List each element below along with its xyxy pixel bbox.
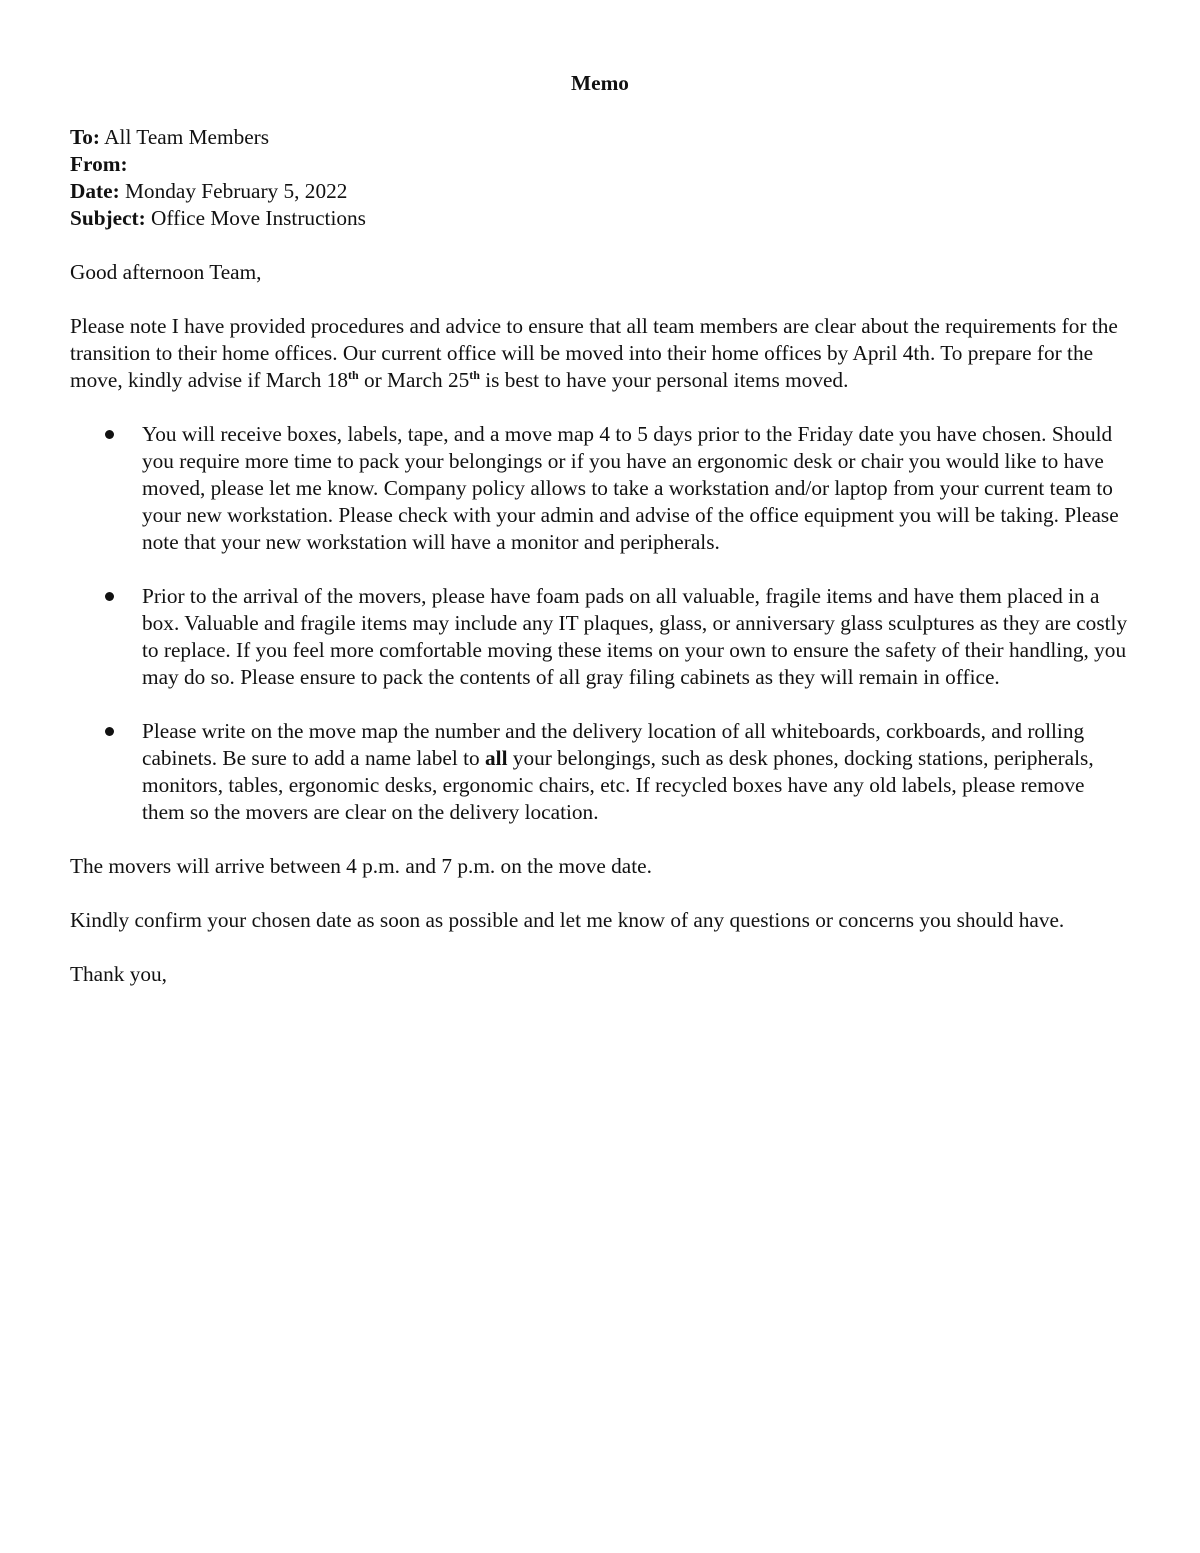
bullet-3-text-part2: your belongings, such as desk phones, docking stations, peripherals, monitors, tables, ergonomic desks, ergonomic chairs, etc. If recycled boxes have any old labels, please remove them so the movers are clear on the delivery location. [142,746,1094,824]
date-line [70,178,1130,205]
to-line [70,124,1130,151]
bullet-icon [105,430,114,439]
intro-text-part1: Please note I have provided procedures and advice to ensure that all team members are clear about the requirements for the transition to their home offices. Our current office will be moved into their home offices by April 4th. To prepare for the move, kindly advise if March 18 [70,314,1118,392]
subject-line [70,205,1130,232]
intro-text-part3: is best to have your personal items moved. [479,368,849,392]
bullet-2-text: Prior to the arrival of the movers, please have foam pads on all valuable, fragile items and have them placed in a box. Valuable and fragile items may include any IT plaques, glass, or anniversary glass sculptures as they are costly to replace. If you feel more comfortable moving these items on your own to ensure the safety of their handling, you may do so. Please ensure to pack the contents of all gray filing cabinets as they will remain in office. [142,584,1128,689]
intro-ordinal-1: th [347,367,359,382]
list-item [142,583,1130,691]
date-label: Date: [70,179,120,203]
greeting: Good afternoon Team, [70,260,262,284]
subject-value: Office Move Instructions [151,206,366,230]
intro-text-part2: or March 25 [358,368,470,392]
memo-title: Memo [571,71,629,95]
intro-paragraph [70,313,1130,394]
subject-label: Subject: [70,206,146,230]
bullet-icon [105,592,114,601]
instruction-list [70,421,1130,826]
date-value: Monday February 5, 2022 [125,179,348,203]
to-value: All Team Members [104,125,270,149]
confirm-paragraph: Kindly confirm your chosen date as soon as possible and let me know of any questions or concerns you should have. [70,908,1065,932]
closing: Thank you, [70,962,168,986]
list-item [142,718,1130,826]
from-label: From: [70,152,128,176]
bullet-1-text: You will receive boxes, labels, tape, and a move map 4 to 5 days prior to the Friday date you have chosen. Should you require more time to pack your belongings or if you have an ergonomic desk or chair you would like to have moved, please let me know. Company policy allows to take a workstation and/or laptop from your current team to your new workstation. Please check with your admin and advise of the office equipment you will be taking. Please note that your new workstation will have a monitor and peripherals. [142,422,1119,554]
bullet-3-bold-word: all [485,746,508,770]
bullet-icon [105,727,114,736]
bullet-3-text-part1: Please write on the move map the number and the delivery location of all whiteboards, corkboards, and rolling cabinets. Be sure to add a name label to [142,719,1085,770]
intro-ordinal-2: th [469,367,480,382]
movers-time-paragraph: The movers will arrive between 4 p.m. and 7 p.m. on the move date. [70,854,652,878]
memo-document [70,70,1130,988]
from-line [70,151,1130,178]
list-item [142,421,1130,556]
to-label: To: [70,125,100,149]
